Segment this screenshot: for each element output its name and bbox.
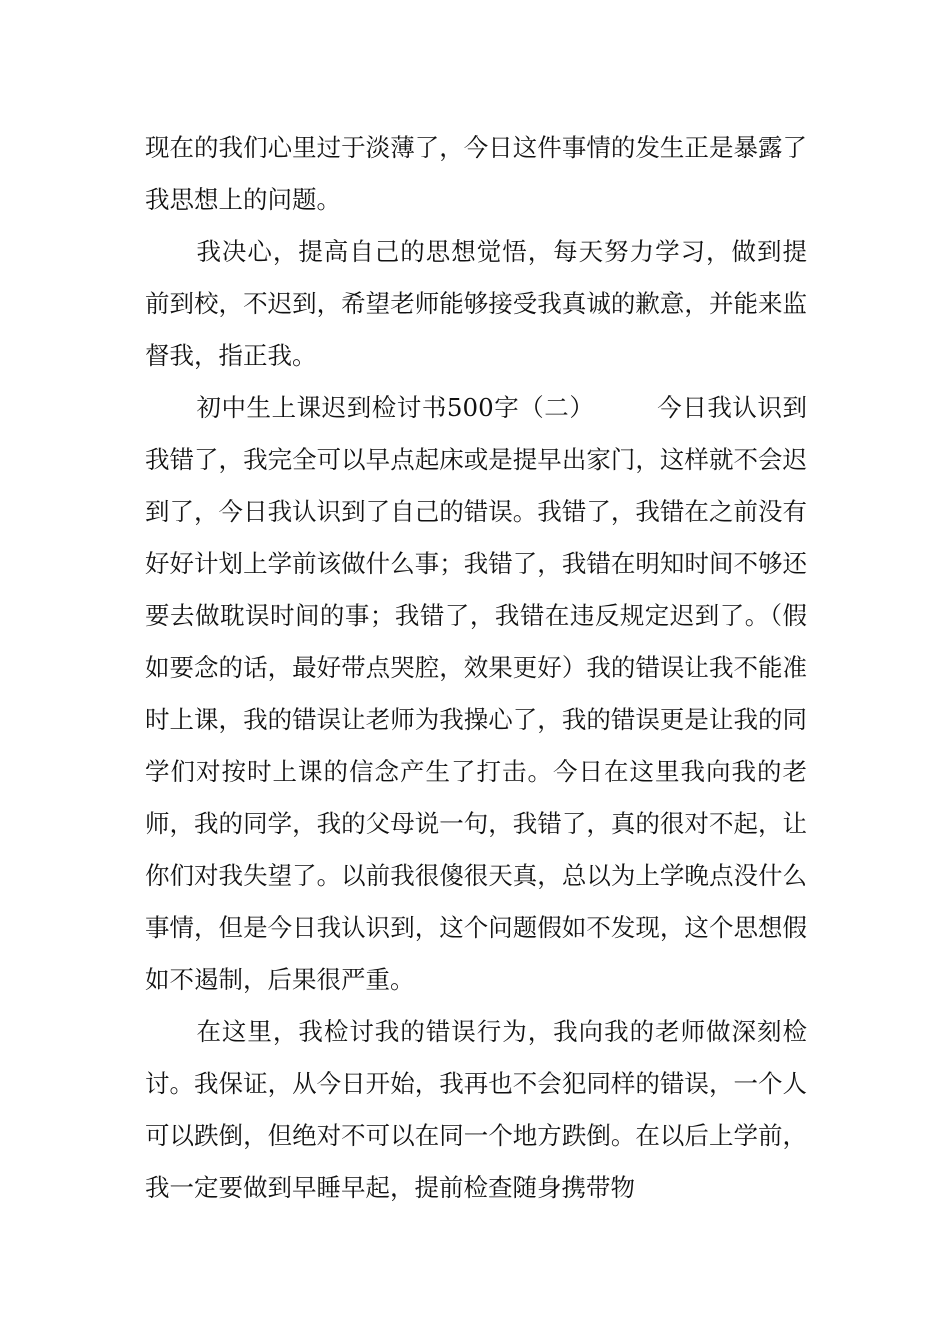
- paragraph-4: 在这里，我检讨我的错误行为，我向我的老师做深刻检讨。我保证，从今日开始，我再也不会犯同样的错误，一个人可以跌倒，但绝对不可以在同一个地方跌倒。在以后上学前，我一定要做到早睡早起，提前检查随身携带物: [145, 1017, 807, 1202]
- paragraph-1: 现在的我们心里过于淡薄了，今日这件事情的发生正是暴露了我思想上的问题。: [145, 133, 807, 214]
- section-heading-inline: 初中生上课迟到检讨书500字（二）: [196, 393, 583, 422]
- heading-gap: [582, 393, 657, 422]
- paragraph-3: [145, 382, 807, 1006]
- document-body: [145, 122, 807, 1214]
- paragraph-3-text: 今日我认识到我错了，我完全可以早点起床或是提早出家门，这样就不会迟到了，今日我认识到了自己的错误。我错了，我错在之前没有好好计划上学前该做什么事；我错了，我错在明知时间不够还要去做耽误时间的事；我错了，我错在违反规定迟到了。（假如要念的话，最好带点哭腔，效果更好）我的错误让我不能准时上课，我的错误让老师为我操心了，我的错误更是让我的同学们对按时上课的信念产生了打击。今日在这里我向我的老师，我的同学，我的父母说一句，我错了，真的很对不起，让你们对我失望了。以前我很傻很天真，总以为上学晚点没什么事情，但是今日我认识到，这个问题假如不发现，这个思想假如不遏制，后果很严重。: [145, 393, 808, 994]
- paragraph-2: 我决心，提高自己的思想觉悟，每天努力学习，做到提前到校，不迟到，希望老师能够接受我真诚的歉意，并能来监督我，指正我。: [145, 237, 807, 370]
